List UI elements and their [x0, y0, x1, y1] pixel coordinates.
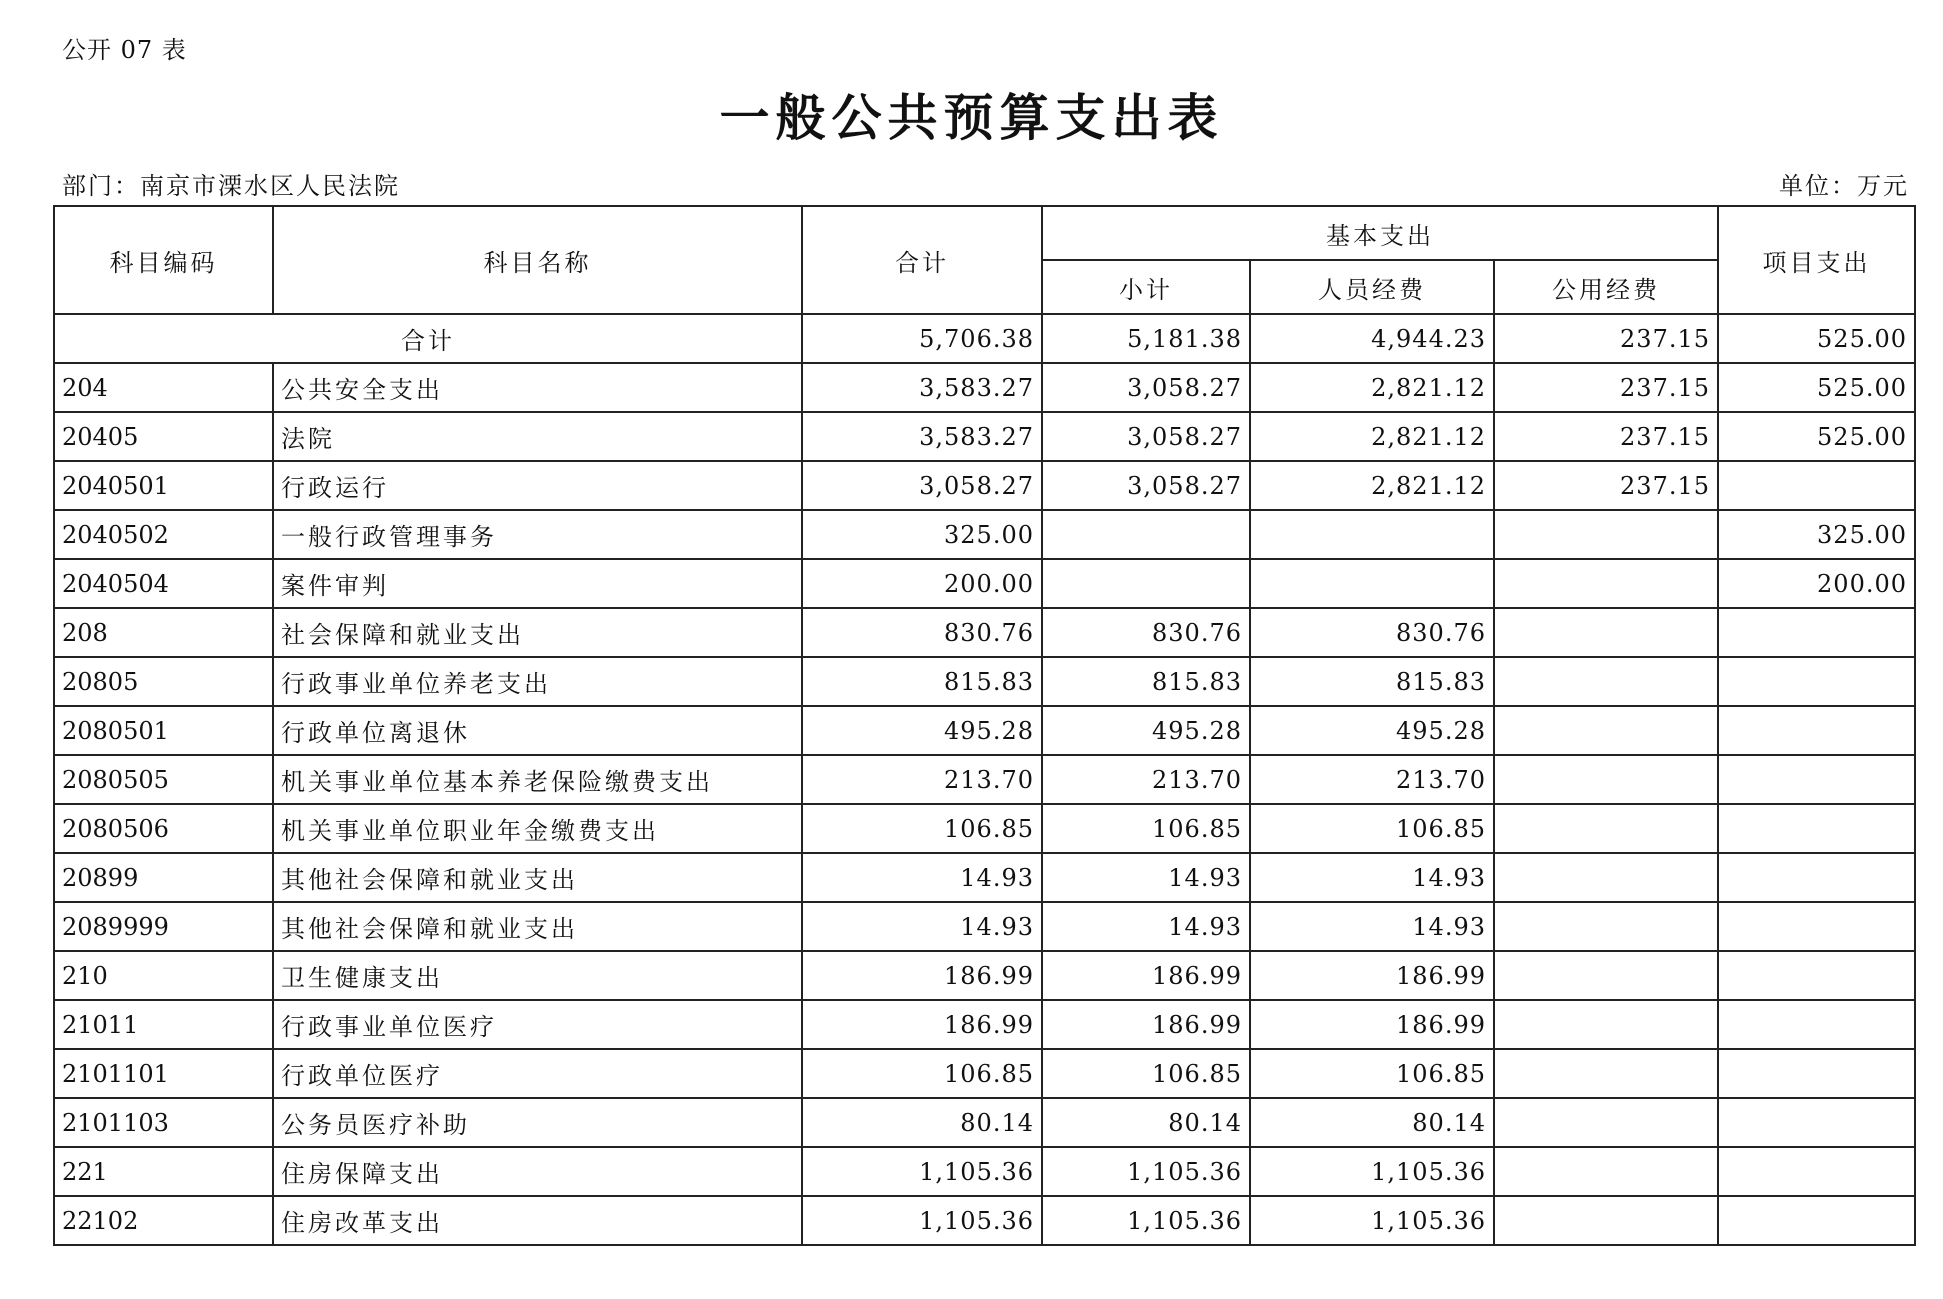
cell-total: 830.76: [802, 608, 1042, 657]
cell-personnel: 1,105.36: [1250, 1147, 1494, 1196]
cell-public: [1494, 853, 1718, 902]
cell-subtotal: 80.14: [1042, 1098, 1250, 1147]
cell-public: [1494, 706, 1718, 755]
cell-name: 卫生健康支出: [273, 951, 802, 1000]
total-row-label: 合计: [54, 314, 802, 363]
cell-personnel: 186.99: [1250, 951, 1494, 1000]
table-row: [54, 1196, 1915, 1245]
table-row: [54, 1000, 1915, 1049]
cell-name: 社会保障和就业支出: [273, 608, 802, 657]
cell-personnel: [1250, 510, 1494, 559]
cell-total: 815.83: [802, 657, 1042, 706]
cell-public: [1494, 1098, 1718, 1147]
total-row-project: 525.00: [1718, 314, 1915, 363]
cell-total: 186.99: [802, 951, 1042, 1000]
cell-subtotal: 213.70: [1042, 755, 1250, 804]
cell-subtotal: 1,105.36: [1042, 1196, 1250, 1245]
header-public: 公用经费: [1494, 260, 1718, 314]
cell-public: [1494, 902, 1718, 951]
cell-project: [1718, 755, 1915, 804]
cell-code: 2080501: [54, 706, 273, 755]
cell-public: [1494, 559, 1718, 608]
cell-code: 22102: [54, 1196, 273, 1245]
cell-name: 一般行政管理事务: [273, 510, 802, 559]
cell-personnel: 815.83: [1250, 657, 1494, 706]
cell-name: 行政事业单位养老支出: [273, 657, 802, 706]
cell-subtotal: 14.93: [1042, 853, 1250, 902]
cell-total: 1,105.36: [802, 1147, 1042, 1196]
cell-total: 106.85: [802, 1049, 1042, 1098]
cell-code: 2040501: [54, 461, 273, 510]
table-row: [54, 951, 1915, 1000]
cell-project: 200.00: [1718, 559, 1915, 608]
cell-subtotal: 495.28: [1042, 706, 1250, 755]
cell-personnel: 186.99: [1250, 1000, 1494, 1049]
cell-total: 1,105.36: [802, 1196, 1042, 1245]
cell-project: 525.00: [1718, 412, 1915, 461]
cell-public: [1494, 1147, 1718, 1196]
cell-code: 2040502: [54, 510, 273, 559]
cell-name: 行政事业单位医疗: [273, 1000, 802, 1049]
cell-public: [1494, 510, 1718, 559]
cell-public: 237.15: [1494, 461, 1718, 510]
cell-code: 2101101: [54, 1049, 273, 1098]
cell-name: 案件审判: [273, 559, 802, 608]
cell-total: 3,058.27: [802, 461, 1042, 510]
cell-project: [1718, 951, 1915, 1000]
cell-total: 186.99: [802, 1000, 1042, 1049]
cell-project: 325.00: [1718, 510, 1915, 559]
cell-code: 2080505: [54, 755, 273, 804]
cell-total: 325.00: [802, 510, 1042, 559]
table-row: [54, 412, 1915, 461]
cell-project: [1718, 902, 1915, 951]
table-row: [54, 804, 1915, 853]
unit-label: 单位：万元: [1779, 172, 1909, 200]
table-row: [54, 706, 1915, 755]
cell-project: [1718, 657, 1915, 706]
cell-code: 2101103: [54, 1098, 273, 1147]
cell-code: 20405: [54, 412, 273, 461]
cell-public: [1494, 804, 1718, 853]
cell-personnel: 14.93: [1250, 902, 1494, 951]
cell-personnel: 80.14: [1250, 1098, 1494, 1147]
cell-name: 其他社会保障和就业支出: [273, 902, 802, 951]
cell-subtotal: 186.99: [1042, 951, 1250, 1000]
cell-name: 法院: [273, 412, 802, 461]
cell-project: [1718, 1147, 1915, 1196]
cell-code: 210: [54, 951, 273, 1000]
cell-project: [1718, 608, 1915, 657]
cell-public: [1494, 755, 1718, 804]
cell-subtotal: 3,058.27: [1042, 461, 1250, 510]
cell-code: 208: [54, 608, 273, 657]
total-row-total: 5,706.38: [802, 314, 1042, 363]
form-number: 公开 07 表: [62, 36, 187, 64]
cell-code: 21011: [54, 1000, 273, 1049]
header-row: [54, 206, 1915, 260]
table-row: [54, 1098, 1915, 1147]
total-row: [54, 314, 1915, 363]
cell-code: 2080506: [54, 804, 273, 853]
cell-personnel: [1250, 559, 1494, 608]
total-row-subtotal: 5,181.38: [1042, 314, 1250, 363]
table-row: [54, 608, 1915, 657]
cell-total: 200.00: [802, 559, 1042, 608]
cell-subtotal: 815.83: [1042, 657, 1250, 706]
header-project: 项目支出: [1718, 206, 1915, 314]
table-row: [54, 853, 1915, 902]
cell-name: 机关事业单位职业年金缴费支出: [273, 804, 802, 853]
cell-personnel: 1,105.36: [1250, 1196, 1494, 1245]
cell-subtotal: 830.76: [1042, 608, 1250, 657]
header-subtotal: 小计: [1042, 260, 1250, 314]
cell-total: 80.14: [802, 1098, 1042, 1147]
cell-subtotal: 106.85: [1042, 1049, 1250, 1098]
cell-personnel: 106.85: [1250, 804, 1494, 853]
page-title: 一般公共预算支出表: [719, 89, 1224, 147]
table-row: [54, 755, 1915, 804]
header-name: 科目名称: [273, 206, 802, 314]
cell-subtotal: 186.99: [1042, 1000, 1250, 1049]
cell-project: [1718, 461, 1915, 510]
cell-name: 行政运行: [273, 461, 802, 510]
table-row: [54, 363, 1915, 412]
cell-total: 14.93: [802, 902, 1042, 951]
header-personnel: 人员经费: [1250, 260, 1494, 314]
cell-public: [1494, 657, 1718, 706]
cell-name: 机关事业单位基本养老保险缴费支出: [273, 755, 802, 804]
cell-project: [1718, 1049, 1915, 1098]
cell-personnel: 213.70: [1250, 755, 1494, 804]
cell-code: 20805: [54, 657, 273, 706]
cell-total: 213.70: [802, 755, 1042, 804]
header-basic: 基本支出: [1042, 206, 1718, 260]
cell-total: 3,583.27: [802, 363, 1042, 412]
cell-personnel: 106.85: [1250, 1049, 1494, 1098]
cell-name: 公共安全支出: [273, 363, 802, 412]
cell-code: 2089999: [54, 902, 273, 951]
cell-name: 住房保障支出: [273, 1147, 802, 1196]
cell-subtotal: 106.85: [1042, 804, 1250, 853]
cell-project: [1718, 1000, 1915, 1049]
cell-subtotal: [1042, 510, 1250, 559]
cell-subtotal: [1042, 559, 1250, 608]
cell-public: [1494, 1000, 1718, 1049]
cell-personnel: 14.93: [1250, 853, 1494, 902]
cell-code: 20899: [54, 853, 273, 902]
cell-personnel: 830.76: [1250, 608, 1494, 657]
cell-subtotal: 3,058.27: [1042, 412, 1250, 461]
table-row: [54, 461, 1915, 510]
cell-project: [1718, 1196, 1915, 1245]
cell-personnel: 2,821.12: [1250, 412, 1494, 461]
total-row-public: 237.15: [1494, 314, 1718, 363]
cell-personnel: 2,821.12: [1250, 363, 1494, 412]
department-label: 部门：南京市溧水区人民法院: [62, 172, 400, 200]
table-row: [54, 559, 1915, 608]
table-row: [54, 510, 1915, 559]
table-row: [54, 902, 1915, 951]
cell-project: [1718, 706, 1915, 755]
cell-name: 公务员医疗补助: [273, 1098, 802, 1147]
cell-total: 3,583.27: [802, 412, 1042, 461]
cell-name: 住房改革支出: [273, 1196, 802, 1245]
cell-subtotal: 14.93: [1042, 902, 1250, 951]
cell-project: [1718, 804, 1915, 853]
cell-public: [1494, 1049, 1718, 1098]
cell-public: [1494, 951, 1718, 1000]
cell-code: 221: [54, 1147, 273, 1196]
cell-public: [1494, 1196, 1718, 1245]
cell-public: [1494, 608, 1718, 657]
header-total: 合计: [802, 206, 1042, 314]
cell-project: 525.00: [1718, 363, 1915, 412]
cell-public: 237.15: [1494, 363, 1718, 412]
cell-name: 行政单位医疗: [273, 1049, 802, 1098]
total-row-personnel: 4,944.23: [1250, 314, 1494, 363]
cell-public: 237.15: [1494, 412, 1718, 461]
cell-total: 495.28: [802, 706, 1042, 755]
table-row: [54, 657, 1915, 706]
cell-code: 2040504: [54, 559, 273, 608]
header-code: 科目编码: [54, 206, 273, 314]
budget-table: [53, 205, 1916, 1246]
cell-personnel: 2,821.12: [1250, 461, 1494, 510]
cell-name: 行政单位离退休: [273, 706, 802, 755]
cell-subtotal: 1,105.36: [1042, 1147, 1250, 1196]
cell-project: [1718, 1098, 1915, 1147]
table-row: [54, 1147, 1915, 1196]
cell-personnel: 495.28: [1250, 706, 1494, 755]
cell-subtotal: 3,058.27: [1042, 363, 1250, 412]
cell-total: 106.85: [802, 804, 1042, 853]
cell-name: 其他社会保障和就业支出: [273, 853, 802, 902]
cell-total: 14.93: [802, 853, 1042, 902]
cell-code: 204: [54, 363, 273, 412]
cell-project: [1718, 853, 1915, 902]
table-row: [54, 1049, 1915, 1098]
